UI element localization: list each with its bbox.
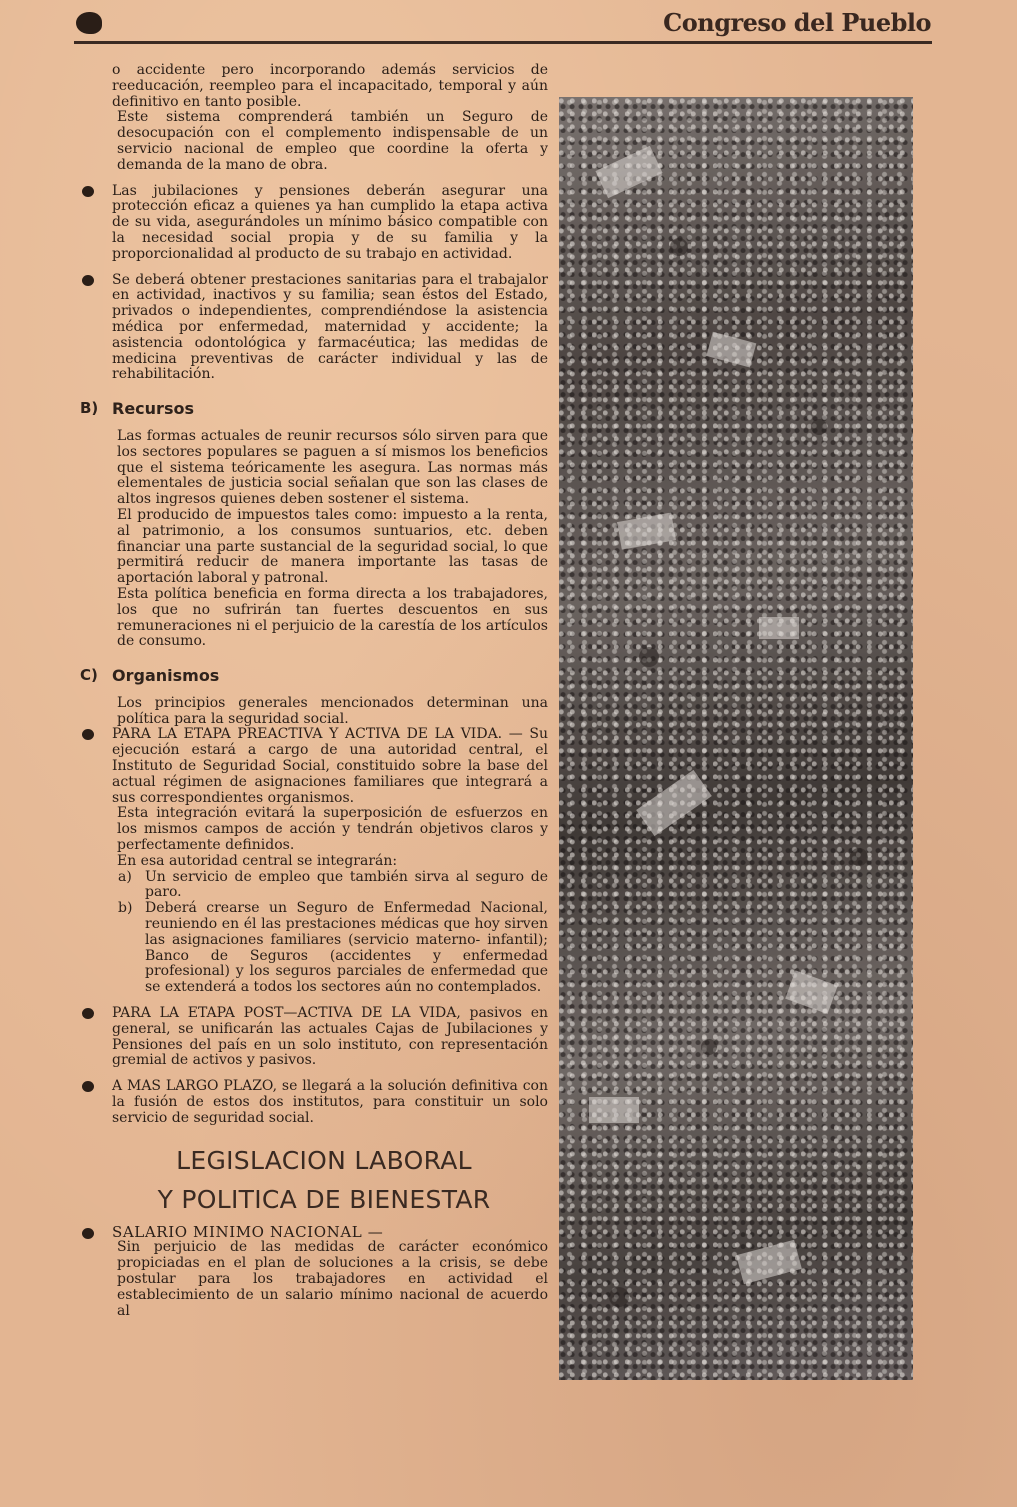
list-text: Un servicio de empleo que también sirva al seguro de paro. [145,868,548,901]
page-number-mark [76,12,102,34]
recursos-paragraph-3: Esta política beneficia en forma directa a los trabajadores, los que no sufrirán tan fuertes descuentos en sus remuneraciones ni el perjuicio de la carestía de los artículos de consumo. [117,585,548,650]
organismos-paragraph-4: En esa autoridad central se integrarán: [117,852,398,869]
list-tag: b) [118,900,133,917]
bullet-dot [82,275,94,286]
organismos-paragraph-1: Los principios generales mencionados determinan una política para la seguridad social. [117,694,548,727]
bullet-dot [82,1228,94,1239]
photo-texture [559,97,913,1380]
recursos-paragraph-1: Las formas actuales de reunir recursos sólo sirven para que los sectores populares se paguen a sí mismos los beneficios que el sistema teóricamente les asegura. Las normas más elementales de justicia social señalan que son las clases de altos ingresos quienes deben sostener el sistema. [117,427,548,508]
list-tag: a) [118,868,132,885]
list-item-b [112,901,548,996]
bullet-text: Se deberá obtener prestaciones sanitarias para el trabajalor en actividad, inactivos y su familia; sean éstos del Estado, privados o independientes, comprendiéndose la asistencia médica por enfermedad, maternidad y accidente; la asistencia odontológica y farmacéutica; las medidas de medicina preventivas de carácter individual y las de rehabilitación. [112,271,548,383]
title-line-2: Y POLITICA DE BIENESTAR [157,1184,491,1214]
section-letter: B) [80,399,99,418]
intro-paragraph-2: Este sistema comprenderá también un Seguro de desocupación con el complemento indispensable de un servicio nacional de empleo que coordine la oferta y demanda de la mano de obra. [117,109,548,173]
organismos-paragraph-3: Esta integración evitará la superposición de esfuerzos en los mismos campos de acción y tendrán objetivos claros y perfectamente definidos. [117,805,548,854]
bullet-text: Las jubilaciones y pensiones deberán asegurar una protección eficaz a quienes ya han cumplido la etapa activa de su vida, asegurándoles un mínimo básico compatible con la necesidad social propia y de su familia y la proporcionalidad al producto de su trabajo en actividad. [112,182,548,262]
recursos-paragraph-2: El producido de impuestos tales como: impuesto a la renta, al patrimonio, a los consumos suntuarios, etc. deben financiar una parte sustancial de la seguridad social, lo que permitirá reducir de manera importante las tasas de aportación laboral y patronal. [117,506,548,587]
bullet-item-prestaciones [112,273,548,384]
list-text: Deberá crearse un Seguro de Enfermedad Nacional, reuniendo en él las prestaciones médicas que hoy sirven las asignaciones familiares (servicio materno- infantil); Banco de Seguros (accidentes y enfermedad profesional) y los seguros parciales de enfermedad que se extenderá a todos los sectores aún no contemplados. [145,900,548,996]
section-heading-organismos [80,666,548,686]
bullet-item-etapa-post-activa [112,1006,548,1069]
intro-paragraph: o accidente pero incorporando además servicios de reeducación, reempleo para el incapacitado, temporal y aún definitivo en tanto posible. [112,62,548,110]
section-title: Organismos [112,666,220,686]
bullet-dot [82,1008,94,1019]
bullet-text: A MAS LARGO PLAZO, se llegará a la solución definitiva con la fusión de estos dos institutos, para constituir un solo servicio de seguridad social. [112,1078,548,1126]
section-title: Recursos [112,399,194,419]
bullet-item-jubilaciones [112,184,548,263]
bullet-text: PARA LA ETAPA POST—ACTIVA DE LA VIDA, pasivos en general, se unificarán las actuales Cajas de Jubilaciones y Pensiones del país en un solo instituto, con representación gremial de activos y pasivos. [112,1005,548,1069]
list-item-a [112,870,548,902]
running-header-title: Congreso del Pueblo [663,8,931,37]
salario-paragraph: Sin perjuicio de las medidas de carácter económico propiciadas en el plan de soluciones a la crisis, se debe postular para los trabajadores en actividad el establecimiento de un salario mínimo nacional de acuerdo al [117,1239,548,1319]
bullet-item-etapa-activa [112,727,548,806]
subsection-heading-salario [112,1222,548,1241]
bullet-dot [82,186,94,197]
bullet-text: PARA LA ETAPA PREACTIVA Y ACTIVA DE LA VIDA. — Su ejecución estará a cargo de una autoridad central, el Instituto de Seguridad Social, constituido sobre la base del actual régimen de asignaciones familiares que integrará a sus correspondientes organismos. [112,726,548,806]
header-rule [74,41,932,44]
crowd-demonstration-photo [559,97,913,1380]
section-letter: C) [80,666,98,685]
section-heading-recursos [80,399,548,419]
subsection-title: SALARIO MINIMO NACIONAL — [112,1222,384,1241]
bullet-item-largo-plazo [112,1079,548,1126]
section-title-legislacion [100,1141,548,1219]
title-line-1: LEGISLACION LABORAL [176,1145,472,1175]
text-column [80,62,548,1319]
